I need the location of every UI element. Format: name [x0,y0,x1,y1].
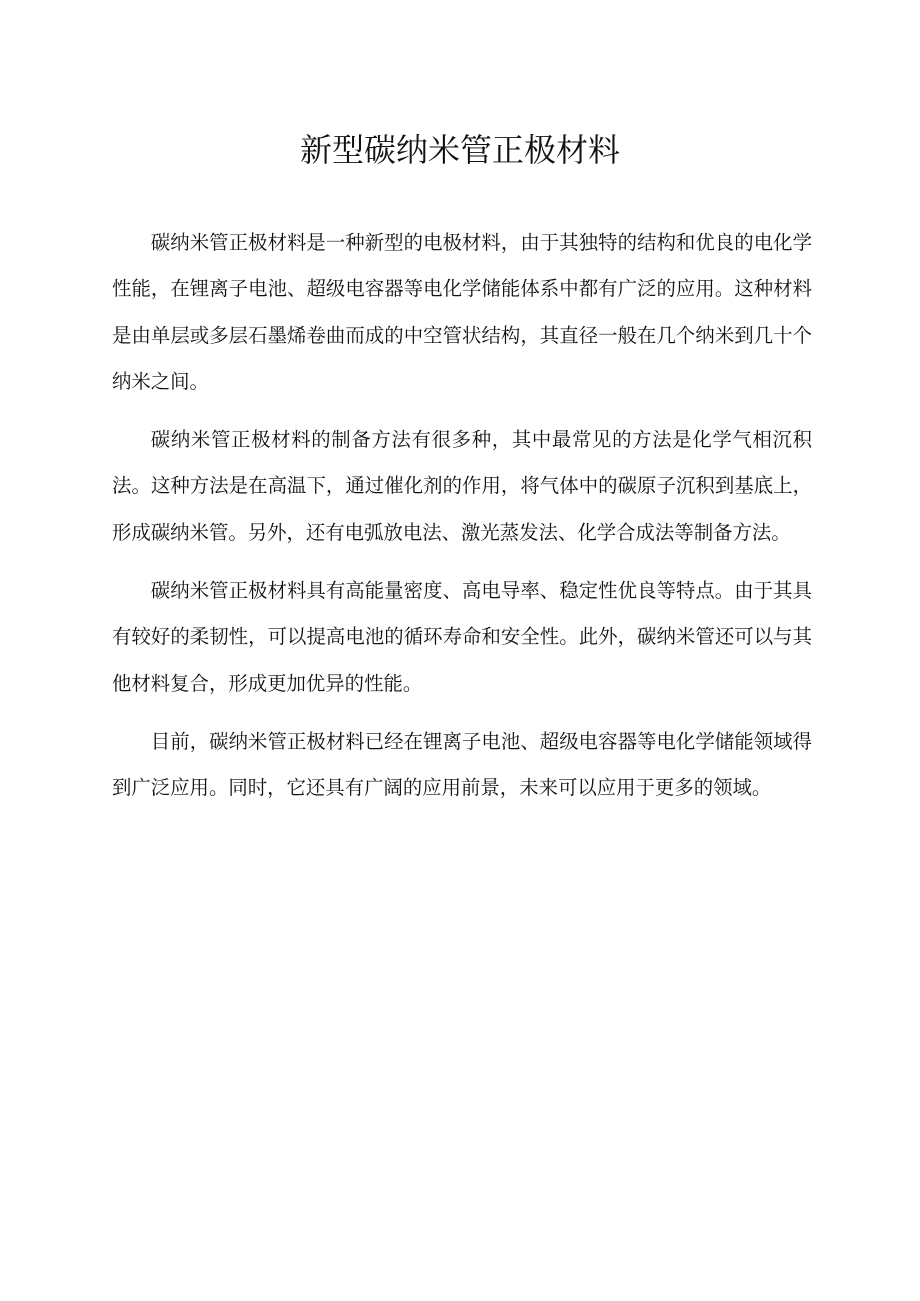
document-title: 新型碳纳米管正极材料 [299,131,620,169]
paragraph: 碳纳米管正极材料是一种新型的电极材料，由于其独特的结构和优良的电化学性能，在锂离子电池、超级电容器等电化学储能体系中都有广泛的应用。这种材料是由单层或多层石墨烯卷曲而成的中空管状结构，其直径一般在几个纳米到几十个纳米之间。 [112,231,812,393]
paragraph: 碳纳米管正极材料的制备方法有很多种，其中最常见的方法是化学气相沉积法。这种方法是在高温下，通过催化剂的作用，将气体中的碳原子沉积到基底上，形成碳纳米管。另外，还有电弧放电法、激光蒸发法、化学合成法等制备方法。 [112,428,812,544]
document-body [112,220,812,824]
paragraph: 目前，碳纳米管正极材料已经在锂离子电池、超级电容器等电化学储能领域得到广泛应用。同时，它还具有广阔的应用前景，未来可以应用于更多的领域。 [112,729,812,800]
paragraph: 碳纳米管正极材料具有高能量密度、高电导率、稳定性优良等特点。由于其具有较好的柔韧性，可以提高电池的循环寿命和安全性。此外，碳纳米管还可以与其他材料复合，形成更加优异的性能。 [112,579,812,695]
